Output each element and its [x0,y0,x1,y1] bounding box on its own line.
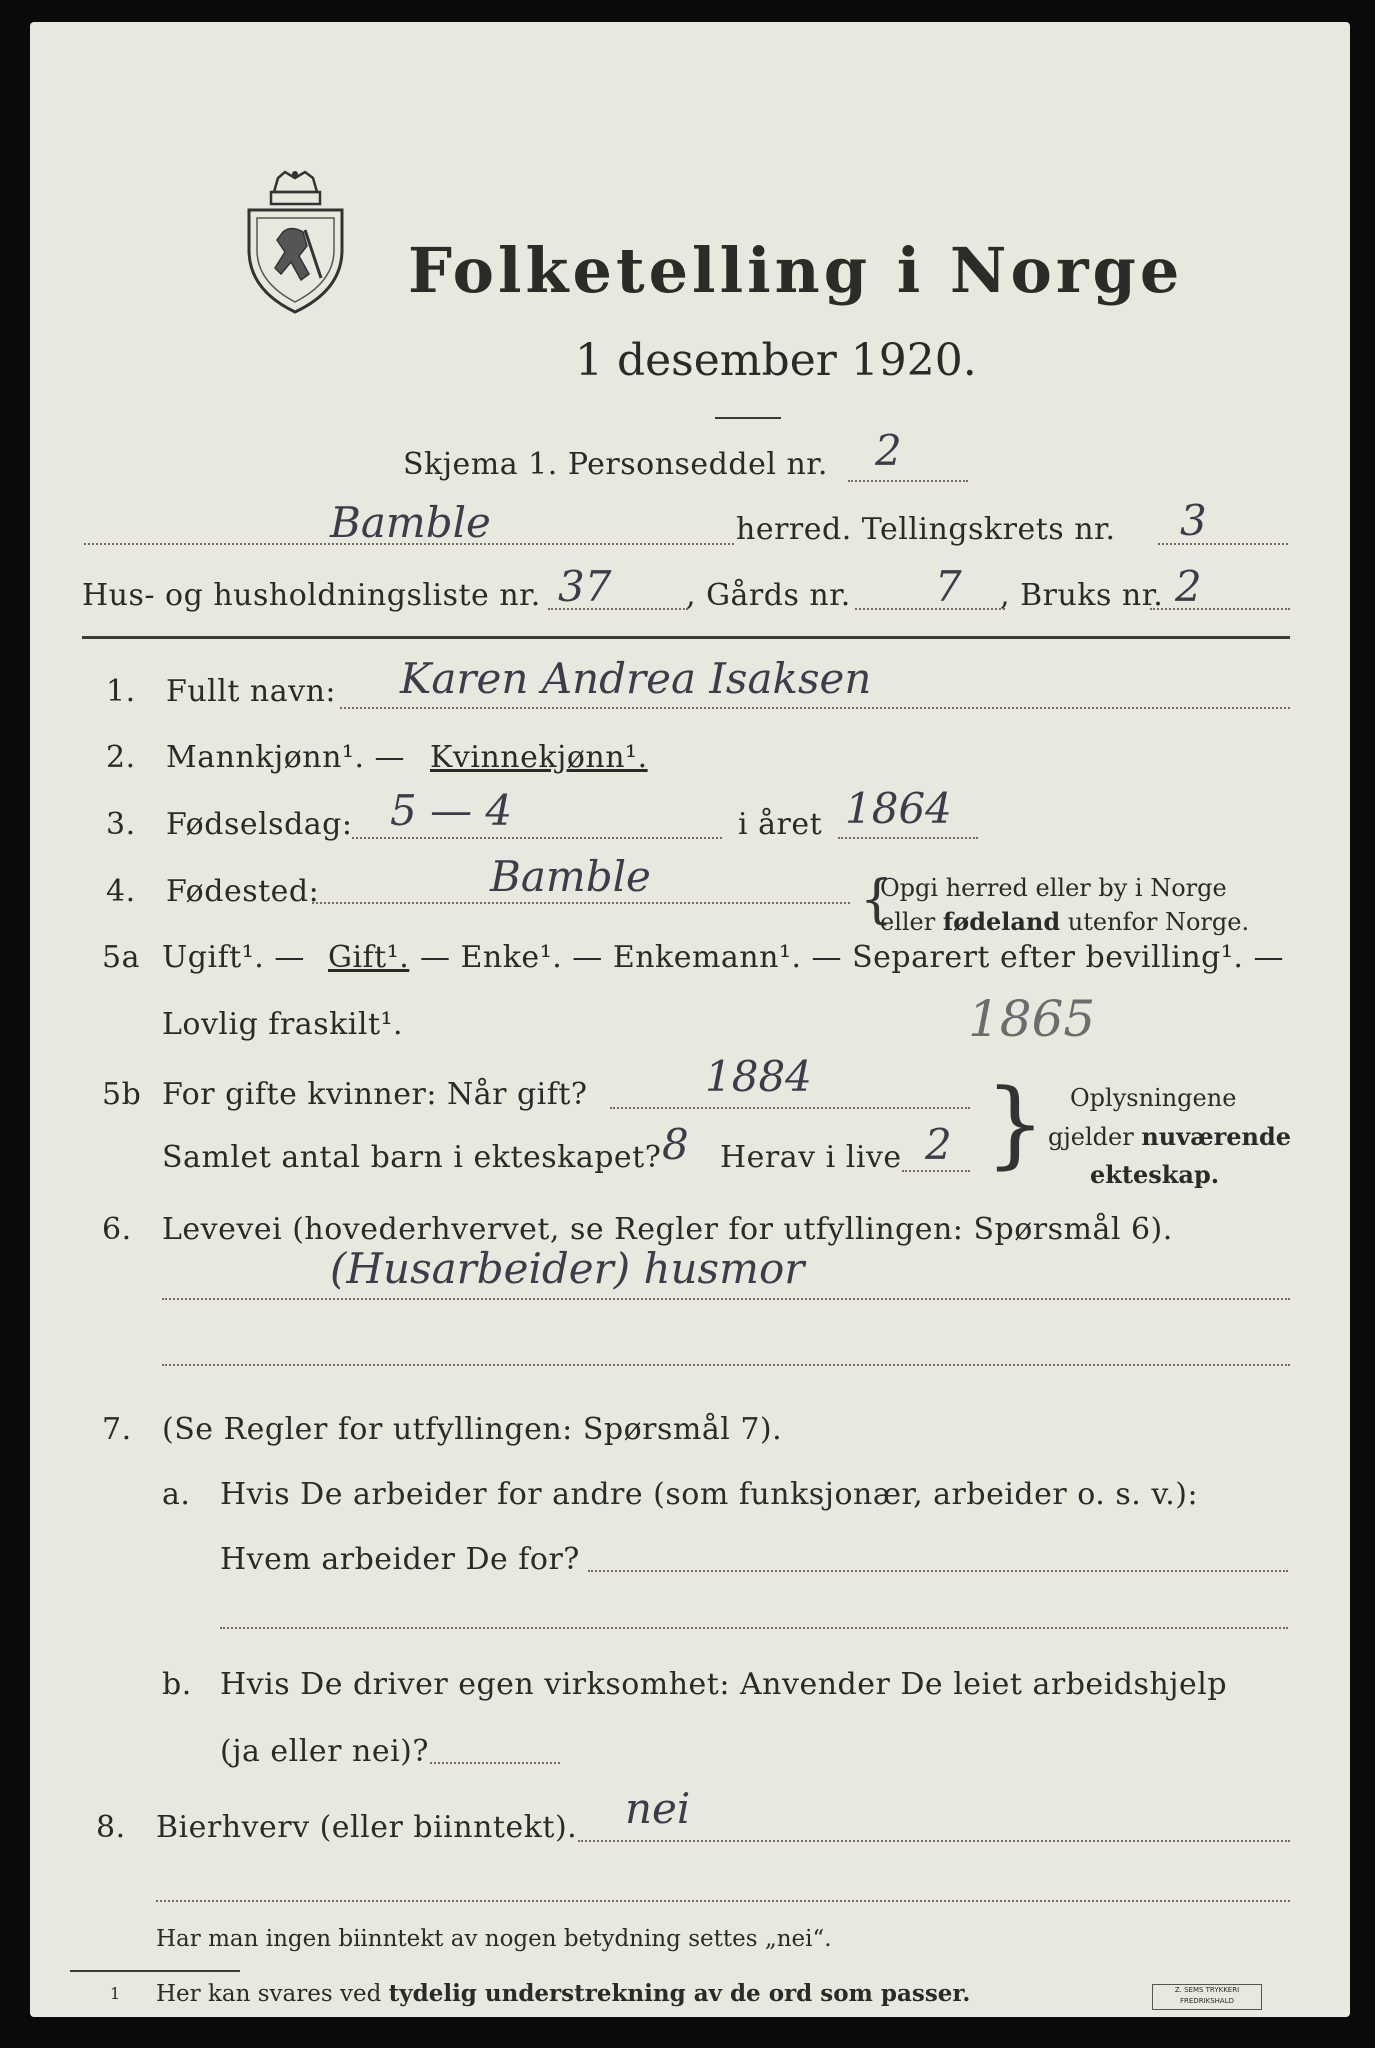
marital-options-rest[interactable]: — Enke¹. — Enkemann¹. — Separert efter bevilling¹. — [420,940,1284,975]
bruks-value: 2 [1175,562,1202,611]
q7b-question: (ja eller nei)? [220,1734,429,1769]
gards-value: 7 [935,562,962,611]
side-income-field[interactable] [578,1840,1290,1842]
q8-label: Bierhverv (eller biinntekt). [156,1810,578,1845]
gards-field[interactable] [855,608,1005,610]
bruks-field[interactable] [1150,608,1290,610]
side-income-field-2[interactable] [156,1900,1290,1902]
page-title: Folketelling i Norge [408,234,1184,307]
birth-year-value: 1864 [845,784,952,833]
birthplace-field[interactable] [312,902,850,904]
birthday-value: 5 — 4 [390,786,513,835]
census-date: 1 desember 1920. [575,335,977,386]
divorced-option[interactable]: Lovlig fraskilt¹. [162,1007,404,1042]
herred-value: Bamble [330,498,491,547]
q5b-note-line2: gjelder nuværende [1048,1122,1292,1151]
occupation-field-2[interactable] [162,1364,1290,1366]
census-form [30,22,1350,2017]
q5a-number: 5a [102,940,140,975]
q4-label: Fødested: [166,874,320,909]
tellingskrets-field[interactable] [1158,543,1288,545]
q1-label: Fullt navn: [166,674,337,709]
q1-number: 1. [106,674,136,709]
herred-label: herred. Tellingskrets nr. [736,512,1116,547]
header-divider [82,636,1290,639]
q7b-letter: b. [162,1667,192,1702]
full-name-field[interactable] [340,707,1290,709]
q6-number: 6. [102,1212,132,1247]
footer-note: Har man ingen biinntekt av nogen betydning settes „nei“. [156,1926,832,1952]
q7a-letter: a. [162,1477,191,1512]
q5b-number: 5b [102,1077,142,1112]
q7a-question: Hvem arbeider De for? [220,1542,580,1577]
married-year-value: 1884 [705,1052,812,1101]
q7-label: (Se Regler for utfyllingen: Spørsmål 7). [162,1412,783,1447]
q8-number: 8. [96,1810,126,1845]
year-label: i året [738,807,823,842]
alive-field[interactable] [902,1170,970,1172]
occupation-value: (Husarbeider) husmor [330,1244,805,1293]
q5b-note-line1: Oplysningene [1070,1084,1237,1112]
children-value: 8 [662,1120,689,1169]
q4-number: 4. [106,874,136,909]
q4-brace: { [860,870,894,930]
employer-field-2[interactable] [220,1627,1288,1629]
alive-value: 2 [925,1120,952,1169]
female-option[interactable]: Kvinnekjønn¹. [430,740,648,775]
schema-label: Skjema 1. Personseddel nr. [403,447,828,482]
title-divider [715,417,781,419]
q7b-text: Hvis De driver egen virksomhet: Anvender De leiet arbeidshjelp [220,1667,1228,1702]
alive-label: Herav i live [720,1140,902,1175]
q5b-brace: } [985,1069,1046,1179]
footnote-text: Her kan svares ved tydelig understrekning av de ord som passer. [156,1980,971,2007]
male-option[interactable]: Mannkjønn¹. — [166,740,406,775]
q3-label: Fødselsdag: [166,807,353,842]
married-year-field[interactable] [610,1107,970,1109]
ugift-option[interactable]: Ugift¹. — [162,940,305,975]
q5b-label: For gifte kvinner: Når gift? [162,1077,588,1112]
children-label: Samlet antal barn i ekteskapet? [162,1140,662,1175]
q7a-text: Hvis De arbeider for andre (som funksjonær, arbeider o. s. v.): [220,1477,1199,1512]
printer-mark: Z. SEMS TRYKKERI FREDRIKSHALD [1152,1984,1262,2010]
q3-number: 3. [106,807,136,842]
hus-value: 37 [558,562,612,611]
q5b-note-line3: ekteskap. [1090,1160,1220,1189]
margin-note: 1865 [968,990,1096,1048]
q4-note-line2: eller fødeland utenfor Norge. [880,907,1250,936]
tellingskrets-value: 3 [1180,496,1207,545]
birthplace-value: Bamble [490,852,651,901]
employer-field[interactable] [588,1570,1288,1572]
personseddel-value: 2 [875,426,902,475]
personseddel-field[interactable] [848,480,968,482]
coat-of-arms-icon [243,170,348,315]
side-income-value: nei [625,1784,691,1833]
gift-option[interactable]: Gift¹. [328,940,410,975]
occupation-field[interactable] [162,1298,1290,1300]
birthday-field[interactable] [352,837,722,839]
q6-label: Levevei (hovederhvervet, se Regler for utfyllingen: Spørsmål 6). [162,1212,1173,1247]
hired-help-field[interactable] [430,1762,560,1764]
hus-label: Hus- og husholdningsliste nr. [82,578,541,613]
q7-number: 7. [102,1412,132,1447]
q4-note-line1: Opgi herred eller by i Norge [880,874,1227,902]
q2-number: 2. [106,740,136,775]
footnote-divider [70,1970,240,1972]
full-name-value: Karen Andrea Isaksen [400,654,872,703]
birth-year-field[interactable] [838,837,978,839]
gards-label: , Gårds nr. [686,578,851,613]
footnote-mark: 1 [110,1984,121,2003]
bruks-label: , Bruks nr. [1000,578,1164,613]
